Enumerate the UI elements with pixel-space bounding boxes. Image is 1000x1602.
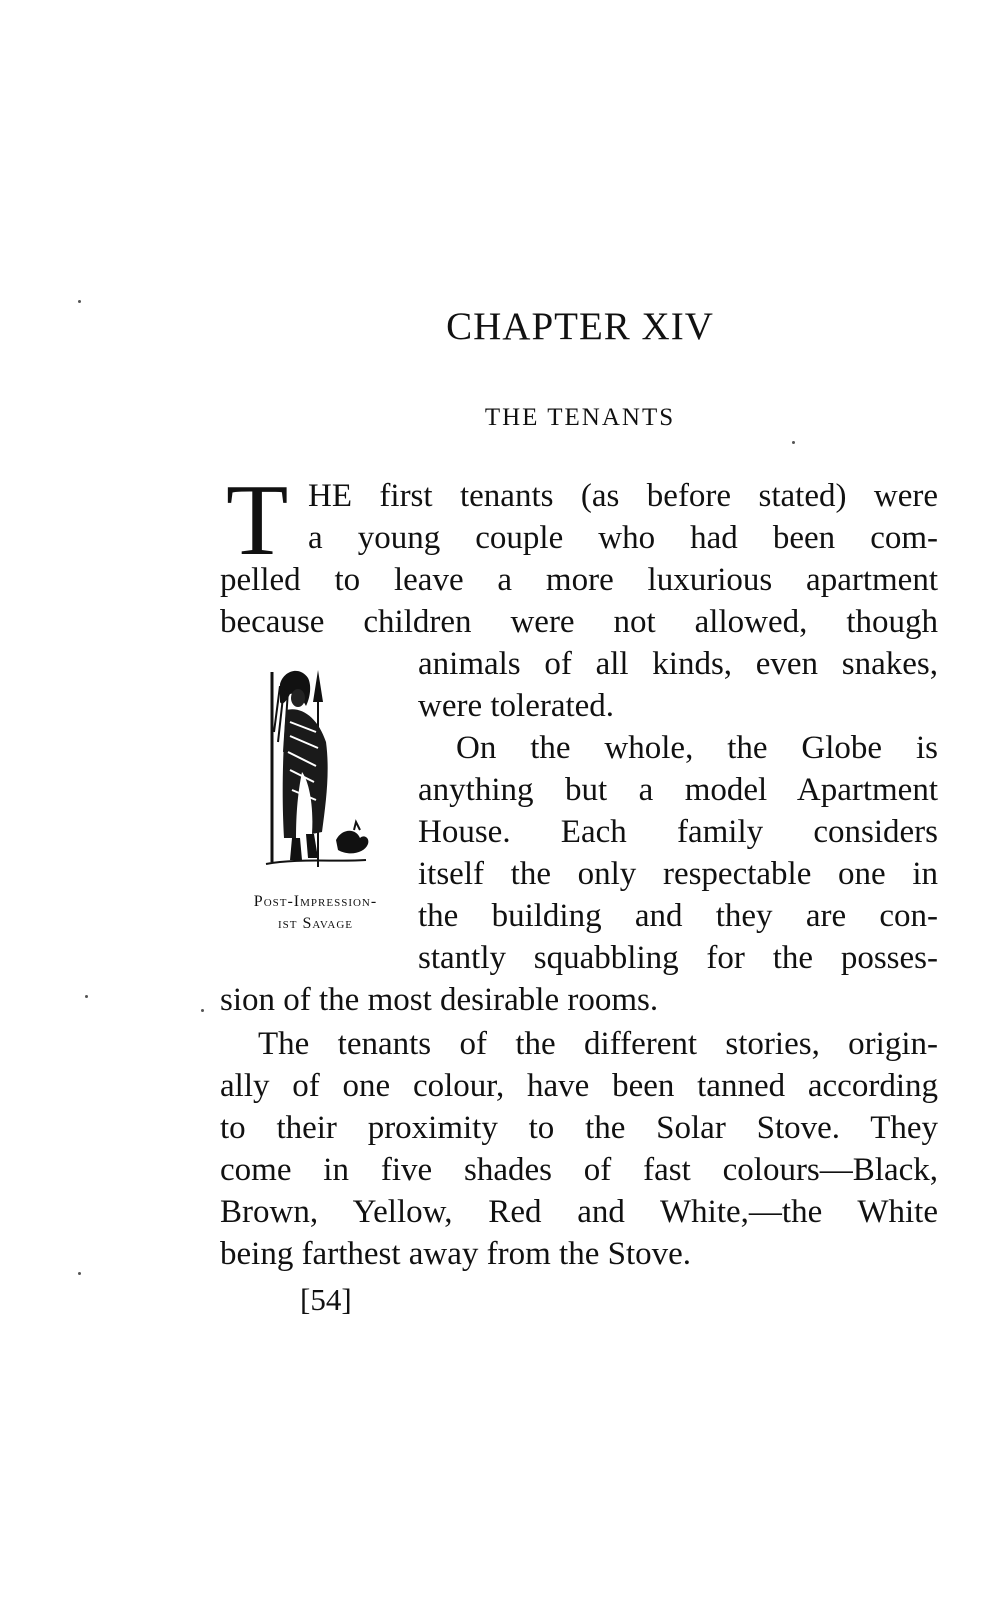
text-line: anything but a model Apartment (418, 772, 938, 808)
text-line: because children were not allowed, though (220, 604, 938, 640)
scan-speck (85, 995, 88, 998)
text-line: were tolerated. (418, 688, 615, 724)
text-line: being farthest away from the Stove. (220, 1236, 692, 1272)
scan-speck (78, 1272, 81, 1275)
page-number: [54] (300, 1282, 352, 1317)
text-line: Brown, Yellow, Red and White,—the White (220, 1194, 938, 1230)
text-line: stantly squabbling for the posses- (418, 940, 938, 976)
text-line: to their proximity to the Solar Stove. They (220, 1110, 938, 1146)
text-line: The tenants of the different stories, origin- (258, 1026, 938, 1062)
text-line: ally of one colour, have been tanned according (220, 1068, 938, 1104)
drop-cap: T (226, 464, 289, 577)
text-line: come in five shades of fast colours—Black, (220, 1152, 938, 1188)
text-line: a young couple who had been com- (308, 520, 938, 556)
text-line: House. Each family considers (418, 814, 938, 850)
native-figure-with-spear-illustration (256, 662, 376, 884)
illustration-caption-line2: ist Savage (277, 915, 354, 932)
scan-speck (201, 1009, 204, 1012)
scan-speck (792, 441, 795, 444)
section-title: THE TENANTS (484, 404, 676, 431)
text-line: On the whole, the Globe is (456, 730, 938, 766)
text-line: pelled to leave a more luxurious apartment (220, 562, 938, 598)
text-line: HE first tenants (as before stated) were (308, 478, 938, 514)
scan-speck (78, 300, 81, 303)
illustration-caption-line1: Post-Impression- (253, 893, 378, 910)
chapter-title: CHAPTER XIV (446, 305, 714, 348)
text-line: sion of the most desirable rooms. (220, 982, 659, 1018)
text-line: animals of all kinds, even snakes, (418, 646, 938, 682)
text-line: the building and they are con- (418, 898, 938, 934)
text-line: itself the only respectable one in (418, 856, 938, 892)
